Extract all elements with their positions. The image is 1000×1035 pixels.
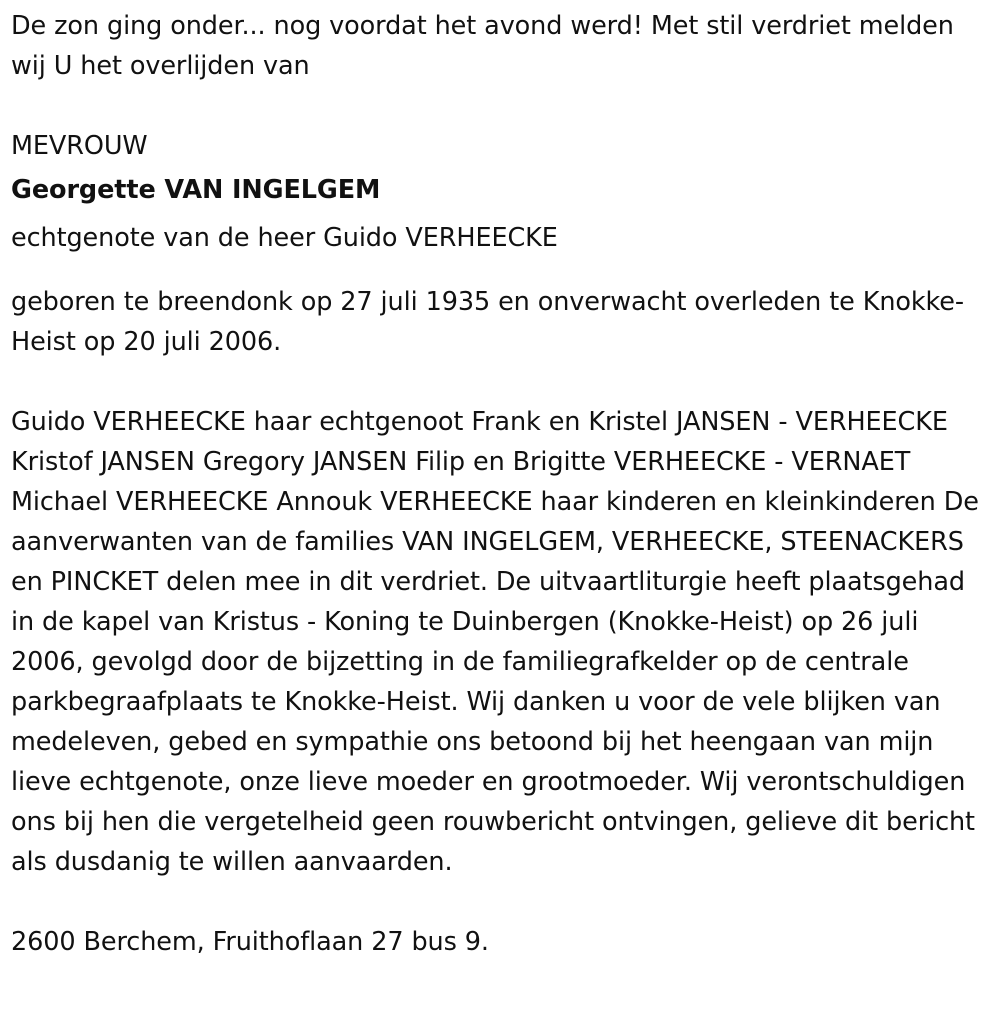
intro-text: De zon ging onder... nog voordat het avond werd! Met stil verdriet melden wij U het overlijden van — [11, 11, 954, 81]
family-body-text: Guido VERHEECKE haar echtgenoot Frank en Kristel JANSEN - VERHEECKE Kristof JANSEN Gregory JANSEN Filip en Brigitte VERHEECKE - VERNAET Michael VERHEECKE Annouk VERHEECKE haar kinderen en kleinkinderen De aanverwanten van de families VAN INGELGEM, VERHEECKE, STEENACKERS en PINCKET delen mee in dit verdriet. De uitvaartliturgie heeft plaatsgehad in de kapel van Kristus - Koning te Duinbergen (Knokke-Heist) op 26 juli 2006, gevolgd door de bijzetting in de familiegrafkelder op de centrale parkbegraafplaats te Knokke-Heist. Wij danken u voor de vele blijken van medeleven, gebed en sympathie ons betoond bij het heengaan van mijn lieve echtgenote, onze lieve moeder en grootmoeder. Wij verontschuldigen ons bij hen die vergetelheid geen rouwbericht ontvingen, gelieve dit bericht als dusdanig te willen aanvaarden. — [11, 407, 979, 877]
birth-death-text: geboren te breendonk op 27 juli 1935 en onverwacht overleden te Knokke-Heist op 20 juli 2006. — [11, 287, 964, 357]
spouse-line: echtgenote van de heer Guido VERHEECKE — [11, 223, 558, 253]
deceased-name: Georgette VAN INGELGEM — [11, 175, 381, 205]
spacer — [11, 86, 990, 126]
honorific-title: MEVROUW — [11, 131, 148, 161]
spacer — [11, 362, 990, 402]
spacer — [11, 882, 990, 922]
address-text: 2600 Berchem, Fruithoflaan 27 bus 9. — [11, 927, 489, 957]
